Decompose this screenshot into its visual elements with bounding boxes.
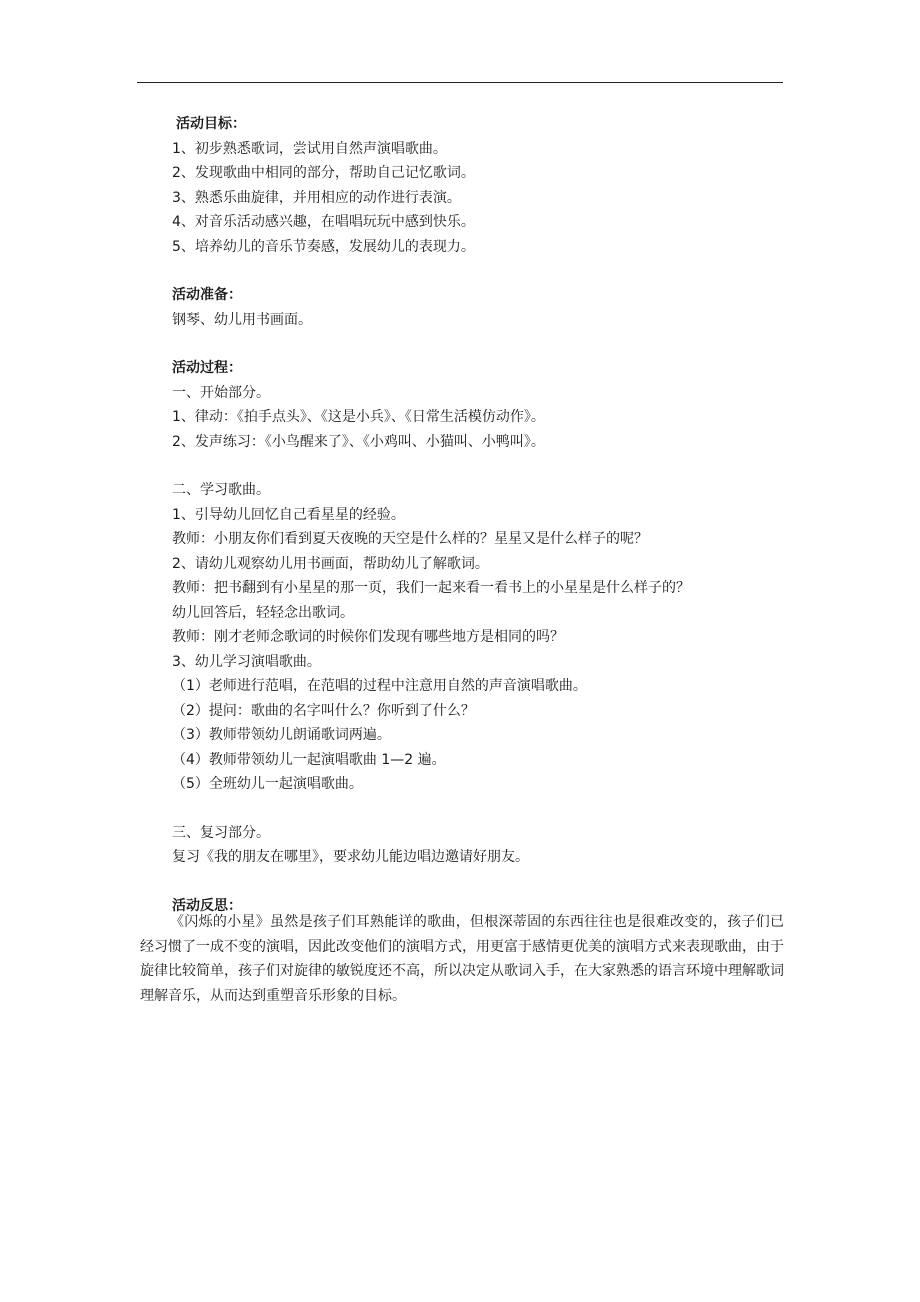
process-item: （5）全班幼儿一起演唱歌曲。 [172,776,363,792]
goal-item: 1、初步熟悉歌词，尝试用自然声演唱歌曲。 [172,140,447,157]
process-item: （4）教师带领幼儿一起演唱歌曲 1—2 遍。 [172,751,446,768]
goals-heading: 活动目标： [176,116,246,132]
section-gap [172,259,792,283]
process-heading: 活动过程： [172,360,242,376]
reflection-text: 《闪烁的小星》虽然是孩子们耳熟能详的歌曲，但根深蒂固的东西往往也是很难改变的，孩子们已经习惯了一成不变的演唱，因此改变他们的演唱方式，用更富于感情更优美的演唱方式来表现歌曲，由于旋律比较简单，孩子们对旋律的敏锐度还不高，所以决定从歌词入手，在大家熟悉的语言环境中理解歌词理解音乐，从而达到重塑音乐形象的目标。 [140,914,784,1004]
process-item: 教师：小朋友你们看到夏天夜晚的天空是什么样的？星星又是什么样子的呢？ [172,531,648,547]
goal-item: 5、培养幼儿的音乐节奏感，发展幼儿的表现力。 [172,238,475,255]
process-item: （2）提问：歌曲的名字叫什么？你听到了什么？ [172,702,475,719]
goal-item: 2、发现歌曲中相同的部分，帮助自己记忆歌词。 [172,165,475,181]
process-item: 复习《我的朋友在哪里》，要求幼儿能边唱边邀请好朋友。 [172,849,529,865]
process-part1-title: 一、开始部分。 [172,384,270,401]
section-gap [172,797,792,821]
process-item: 教师：把书翻到有小星星的那一页，我们一起来看一看书上的小星星是什么样子的？ [172,580,690,596]
process-part3-title: 三、复习部分。 [172,824,270,841]
goal-item: 3、熟悉乐曲旋律，并用相应的动作进行表演。 [172,189,461,206]
header-rule [137,82,783,83]
process-item: 1、引导幼儿回忆自己看星星的经验。 [172,506,405,523]
process-item: 3、幼儿学习演唱歌曲。 [172,653,321,670]
section-gap [172,332,792,356]
reflection-heading: 活动反思： [172,897,242,914]
process-item: 幼儿回答后，轻轻念出歌词。 [172,604,354,621]
process-item: 2、发声练习：《小鸟醒来了》、《小鸡叫、小猫叫、小鸭叫》。 [172,433,545,450]
section-gap [172,454,792,478]
process-item: 2、请幼儿观察幼儿用书画面，帮助幼儿了解歌词。 [172,555,489,572]
process-item: （1）老师进行范唱，在范唱的过程中注意用自然的声音演唱歌曲。 [172,678,587,694]
process-item: 1、律动：《拍手点头》、《这是小兵》、《日常生活模仿动作》。 [172,409,545,425]
process-item: （3）教师带领幼儿朗诵歌词两遍。 [172,727,391,743]
preparation-heading: 活动准备： [172,287,242,303]
section-gap [172,870,792,894]
preparation-text: 钢琴、幼儿用书画面。 [172,311,312,328]
goal-item: 4、对音乐活动感兴趣，在唱唱玩玩中感到快乐。 [172,214,475,230]
process-part2-title: 二、学习歌曲。 [172,482,270,498]
process-item: 教师：刚才老师念歌词的时候你们发现有哪些地方是相同的吗？ [172,629,564,645]
document-body [172,112,792,918]
